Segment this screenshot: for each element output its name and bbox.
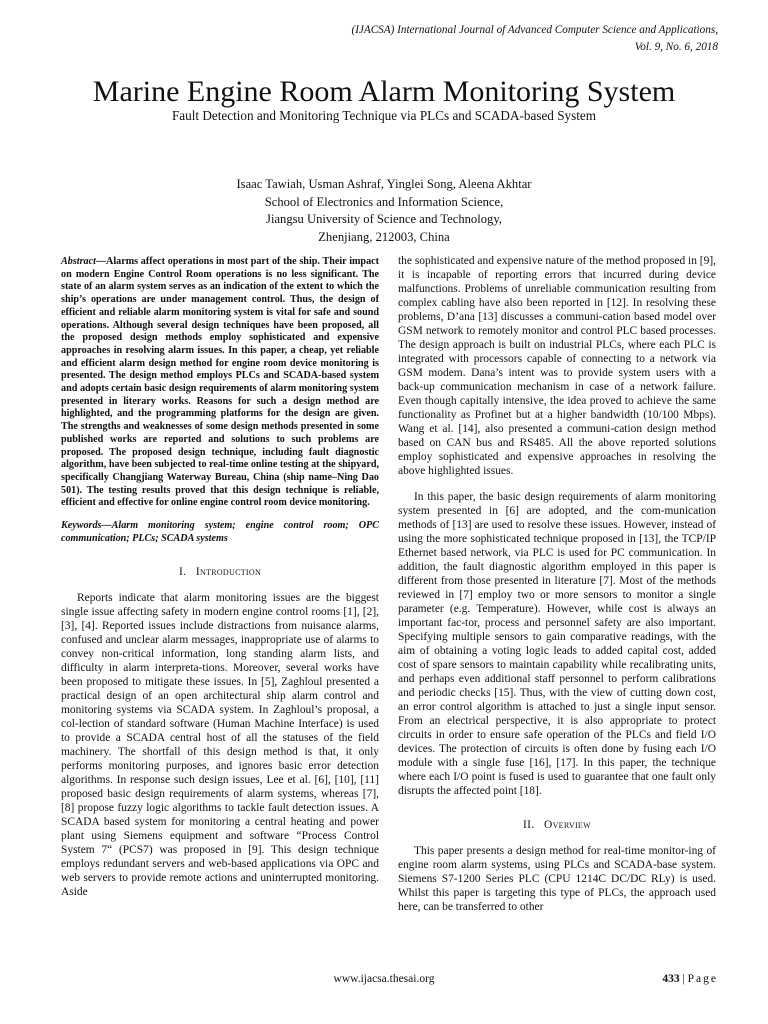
footer-page-number bbox=[662, 973, 718, 985]
author-university: Jiangsu University of Science and Technology, bbox=[266, 212, 502, 226]
abstract-label: Abstract bbox=[61, 256, 96, 267]
journal-header bbox=[351, 22, 718, 56]
paper-subtitle: Fault Detection and Monitoring Technique via PLCs and SCADA-based System bbox=[171, 108, 597, 123]
author-city: Zhenjiang, 212003, China bbox=[318, 229, 450, 244]
intro-paragraph-1: Reports indicate that alarm monitoring issues are the biggest single issue affecting safety in modern engine control rooms [1], [2], [3], [4]. Reported issues include distractions from nuisance alarms, confused and unclear alarm messages, inappropriate use of alarms to convey non-critical information, long standing alarm lists, and difficulty in alarm interpreta-tions. Moreover, several works have been proposed to mitigate these issues. In [5], Zaghloul presented a practical design of an open architectural ship alarm control and monitoring systems via SCADA system. In Zaghloul’s proposal, a col-lection of standard software (Human Machine Interface) is used to provide a SCADA central host of all the statuses of the field machinery. The shortfall of this design method is that, it only performs monitoring purposes, and ignores basic error detection algorithms. In response such design issues, Lee et al. [6], [10], [11] proposed basic design requirements of alarm systems, whereas [7], [8] propose fuzzy logic algorithms to tackle fault detection issues. A SCADA based system for monitoring a central heating and power plant using Siemens equipment and software “Process Control System 7“ (PCS7) was proposed in [9]. This design technique employs redundant servers and web-based applications via OPC and web servers to provide remote actions and uninterrupted monitoring. Aside bbox=[61, 592, 379, 899]
intro-paragraph-2: In this paper, the basic design requirements of alarm monitoring system presented in [6] are adopted, and the com-munication methods of [13] are used to resolve these issues. However, instead of using the more sophisticated technique proposed in [13], the TCP/IP Ethernet based network, via PLC is used for PC communication. In addition, the fault diagnostic algorithm employed in this paper is different from those presented in literature [7]. Most of the methods reviewed in [7] employ two or more sensors to monitor a single parameter (e.g. Temperature). However, while cost is always an important fac-tor, process and personnel safety are also important. Specifying multiple sensors to gain comparative readings, with the aim of obtaining a voting logic leads to added capital cost, added cost of spare sensors to maintain capability while recalibrating units, and perhaps even additional staff personnel to perform calibrations and periodic checks [15]. Thus, with the view of cutting down cost, an error control algorithm is attached to just a single input sensor. From an electrical perspective, it is also appropriate to protect circuits in order to ensure safe operation of the PLCs and field I/O devices. The protection of circuits is often done by fusing each I/O module with a single fuse [16], [17]. In this paper, the technique where each I/O point is fused is used to guarantee that one fault only disrupts the affected point [18]. bbox=[398, 491, 716, 797]
left-column bbox=[61, 256, 379, 899]
page-number: 433 bbox=[662, 973, 680, 985]
journal-volume: Vol. 9, No. 6, 2018 bbox=[634, 41, 718, 53]
abstract bbox=[61, 256, 379, 510]
author-names: Isaac Tawiah, Usman Ashraf, Yinglei Song, Aleena Akhtar bbox=[236, 177, 532, 191]
page-separator: | bbox=[682, 973, 685, 985]
right-column bbox=[398, 254, 716, 914]
section-number: II. bbox=[523, 819, 535, 831]
author-block bbox=[0, 176, 768, 246]
keywords-label: Keywords bbox=[61, 520, 102, 532]
intro-paragraph-1-continued: the sophisticated and expensive nature of the method proposed in [9], it is incapable of reporting errors that incurred during device malfunctions. Problems of unreliable communication resulting from complex cabling have also been reported in [12]. In resolving these problems, D’ana [13] discusses a communi-cation based model over GSM network to remotely monitor and control PLC based processes. The design approach is built on industrial PLCs, where each PLC is integrated with processors capable of connecting to a network via GSM modem. Dana’s intent was to provide system users with a back-up communication mechanism in case of a network failure. Even though capitally intensive, the idea proved to achieve the same functionality as Profinet but at a higher bandwidth (10/100 Mbps). Wang et al. [14], also presented a communi-cation design method based on CAN bus and RS485. All the above reported solutions employ sophisticated and expensive approaches in resolving the above highlighted issues. bbox=[398, 255, 716, 477]
section-heading-introduction bbox=[61, 565, 379, 579]
author-school: School of Electronics and Information Science, bbox=[264, 194, 504, 209]
paper-title: Marine Engine Room Alarm Monitoring System bbox=[92, 75, 676, 108]
section-heading-overview bbox=[398, 818, 716, 832]
journal-name: (IJACSA) International Journal of Advanced Computer Science and Applications, bbox=[351, 24, 718, 36]
keywords bbox=[61, 520, 379, 545]
section-number: I. bbox=[178, 566, 187, 579]
footer-url[interactable]: www.ijacsa.thesai.org bbox=[333, 973, 435, 985]
keywords-text: —Alarm monitoring system; engine control room; OPC communication; PLCs; SCADA systems bbox=[61, 520, 379, 544]
section-title: Overview bbox=[544, 819, 591, 831]
overview-paragraph-1: This paper presents a design method for real-time monitor-ing of engine room alarm systems, using PLCs and SCADA-base system. Siemens S7-1200 Series PLC (CPU 1214C DC/DC RLy) is used. Whilst this paper is targeting this type of PLCs, the approach used here, can be transferred to other bbox=[398, 845, 716, 913]
page-label: Page bbox=[687, 973, 718, 985]
abstract-text: —Alarms affect operations in most part of the ship. Their impact on modern Engine Control Room operations is no less significant. The state of an alarm system serves as an indication of the extent to which the ship’s operations are under management control. Thus, the design of efficient and reliable alarm monitoring system is vital for safe and sound operations. Although several design techniques have been proposed, all the proposed design methods employ sophisticated and expensive approaches in resolving alarm issues. In this paper, a cheap, yet reliable and efficient alarm design method for engine room device monitoring is presented. The design method employs PLCs and SCADA-based system and adopts certain basic design requirements of alarm monitoring system presented in literary works. Reasons for such a design method are highlighted, and the programming platforms for the design are given. The strengths and weaknesses of some design methods presented in some published works are reported and solutions to such problems are proposed. The proposed design technique, including fault diagnostic algorithm, have been subjected to real-time online testing at the shipyard, specifically Changjiang Waterway Bureau, China (ship name–Ning Dao 501). The testing results proved that this design technique is reliable, efficient and effective for online engine control room device monitoring. bbox=[61, 256, 379, 509]
section-title: Introduction bbox=[195, 566, 262, 579]
